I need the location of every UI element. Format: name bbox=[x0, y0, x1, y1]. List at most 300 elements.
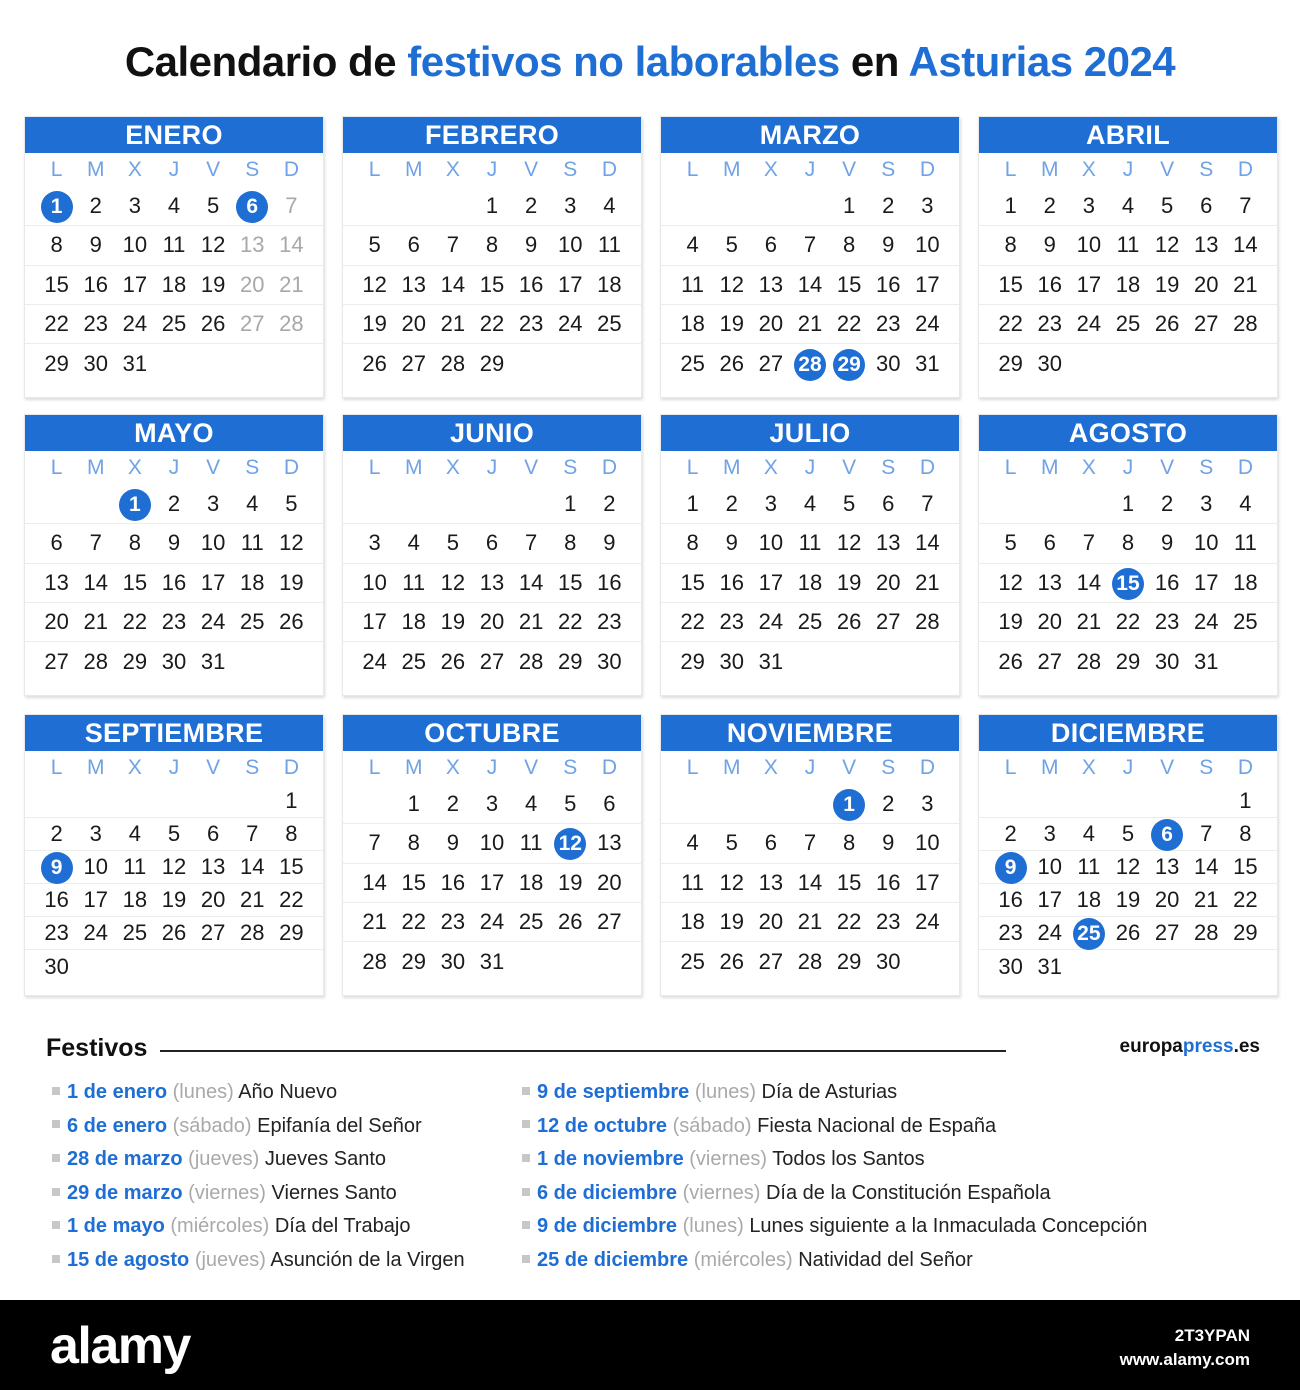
empty-day bbox=[512, 946, 551, 978]
weekday-label: D bbox=[919, 158, 935, 181]
holiday-date: 1 de mayo bbox=[67, 1215, 165, 1238]
day: 22 bbox=[680, 609, 705, 635]
day: 2 bbox=[1161, 491, 1174, 517]
day: 3 bbox=[764, 491, 777, 517]
weekday-label: M bbox=[1040, 456, 1059, 479]
bullet-icon bbox=[522, 1188, 530, 1196]
day: 1 bbox=[485, 193, 499, 219]
day: 5 bbox=[843, 491, 856, 517]
day: 5 bbox=[368, 232, 381, 258]
day: 10 bbox=[1076, 232, 1102, 258]
day: 15 bbox=[479, 271, 505, 297]
day: 24 bbox=[1076, 311, 1102, 337]
day: 15 bbox=[44, 271, 69, 297]
day: 29 bbox=[44, 350, 69, 376]
day: 28 bbox=[83, 648, 108, 674]
day: 14 bbox=[797, 869, 823, 895]
holiday-date: 15 de agosto bbox=[67, 1248, 190, 1271]
weekday-label: D bbox=[1237, 456, 1253, 479]
empty-day bbox=[1108, 348, 1147, 380]
day: 9 bbox=[1161, 530, 1174, 556]
empty-day bbox=[512, 348, 551, 380]
day: 7 bbox=[246, 821, 259, 846]
day: 27 bbox=[44, 648, 69, 674]
day: 7 bbox=[1200, 821, 1213, 846]
day: 31 bbox=[200, 648, 226, 674]
week-row bbox=[343, 785, 641, 824]
day: 24 bbox=[83, 920, 108, 945]
holiday-weekday: (viernes) bbox=[683, 1148, 773, 1171]
empty-day bbox=[590, 348, 629, 380]
day: 18 bbox=[680, 909, 705, 935]
day: 7 bbox=[525, 530, 538, 556]
day: 15 bbox=[836, 869, 862, 895]
day: 18 bbox=[518, 869, 544, 895]
day: 6 bbox=[50, 530, 63, 556]
empty-day bbox=[590, 946, 629, 978]
holiday-name: Epifanía del Señor bbox=[257, 1114, 422, 1137]
day: 23 bbox=[597, 609, 622, 635]
week-row bbox=[661, 524, 959, 563]
day: 9 bbox=[725, 530, 738, 556]
weekday-label: V bbox=[1160, 456, 1175, 479]
day: 26 bbox=[279, 609, 304, 635]
day: 11 bbox=[597, 232, 621, 258]
day: 19 bbox=[836, 569, 862, 595]
week-row bbox=[25, 818, 323, 851]
day: 27 bbox=[401, 350, 426, 376]
empty-day bbox=[1069, 785, 1108, 817]
week-row bbox=[661, 564, 959, 603]
empty-day bbox=[1108, 951, 1147, 983]
empty-day bbox=[433, 488, 472, 520]
week-row bbox=[25, 950, 323, 983]
day: 16 bbox=[1154, 569, 1180, 595]
week-row bbox=[343, 524, 641, 563]
empty-day bbox=[37, 488, 76, 520]
month-mayo bbox=[24, 414, 324, 696]
day: 26 bbox=[719, 948, 744, 974]
day: 29 bbox=[836, 948, 862, 974]
day: 9 bbox=[167, 530, 181, 556]
day: 4 bbox=[803, 491, 817, 517]
holiday-day: 6 bbox=[1148, 818, 1187, 850]
day: 22 bbox=[836, 909, 862, 935]
day: 23 bbox=[998, 920, 1023, 945]
day: 14 bbox=[279, 232, 304, 258]
day: 20 bbox=[200, 887, 226, 912]
week-row bbox=[661, 903, 959, 942]
image-code bbox=[1120, 1324, 1250, 1372]
empty-day bbox=[830, 646, 869, 678]
day: 11 bbox=[1077, 854, 1101, 879]
week-row bbox=[661, 226, 959, 265]
day: 21 bbox=[1233, 271, 1258, 297]
day: 7 bbox=[1239, 193, 1252, 219]
day: 20 bbox=[876, 569, 901, 595]
day: 9 bbox=[882, 830, 895, 856]
weekday-label: S bbox=[881, 756, 896, 779]
weekday-label: D bbox=[283, 158, 299, 181]
holiday-day: 9 bbox=[37, 851, 76, 883]
weekday-label: D bbox=[601, 158, 617, 181]
weekday-label: X bbox=[763, 158, 778, 181]
weekday-label: X bbox=[445, 456, 460, 479]
holiday-name: Año Nuevo bbox=[238, 1081, 338, 1103]
day: 17 bbox=[758, 569, 784, 595]
day: 11 bbox=[162, 232, 186, 258]
weekday-label: V bbox=[842, 456, 857, 479]
day: 24 bbox=[915, 909, 940, 935]
day: 26 bbox=[836, 609, 862, 635]
day: 18 bbox=[401, 609, 426, 635]
week-row bbox=[661, 187, 959, 226]
day: 27 bbox=[479, 648, 505, 674]
day: 11 bbox=[1116, 232, 1140, 258]
day: 12 bbox=[279, 530, 304, 556]
month-septiembre bbox=[24, 714, 324, 996]
day: 15 bbox=[998, 271, 1023, 297]
day: 27 bbox=[1154, 920, 1180, 945]
day: 26 bbox=[1115, 920, 1141, 945]
day: 12 bbox=[200, 232, 226, 258]
empty-day bbox=[233, 348, 272, 380]
day: 4 bbox=[167, 193, 181, 219]
day: 14 bbox=[83, 569, 108, 595]
weekday-label: S bbox=[563, 158, 578, 181]
holiday-date: 6 de enero bbox=[67, 1114, 168, 1137]
day: 27 bbox=[200, 920, 226, 945]
day: 31 bbox=[479, 948, 505, 974]
day: 31 bbox=[1194, 648, 1219, 674]
day: 3 bbox=[89, 821, 102, 846]
week-row bbox=[661, 785, 959, 824]
weekday-label: X bbox=[445, 158, 460, 181]
day: 3 bbox=[368, 530, 381, 556]
weekday-label: M bbox=[722, 456, 741, 479]
day: 4 bbox=[407, 530, 420, 556]
weekday-label: L bbox=[50, 456, 63, 479]
day: 7 bbox=[368, 830, 381, 856]
day: 7 bbox=[921, 491, 934, 517]
day: 25 bbox=[680, 350, 705, 376]
day: 14 bbox=[915, 530, 940, 556]
week-row bbox=[25, 485, 323, 524]
day: 10 bbox=[1194, 530, 1219, 556]
day: 7 bbox=[285, 193, 298, 219]
empty-day bbox=[355, 488, 394, 520]
weekday-header-row bbox=[661, 153, 959, 187]
week-row bbox=[25, 344, 323, 383]
day: 12 bbox=[719, 869, 744, 895]
day: 24 bbox=[915, 311, 940, 337]
weekday-label: L bbox=[368, 158, 381, 181]
day: 31 bbox=[758, 648, 784, 674]
day: 5 bbox=[1161, 193, 1174, 219]
weekday-label: J bbox=[1122, 158, 1134, 181]
week-row bbox=[343, 305, 641, 344]
day: 30 bbox=[998, 953, 1023, 979]
day: 26 bbox=[440, 648, 466, 674]
day: 4 bbox=[1082, 821, 1095, 846]
day: 27 bbox=[1037, 648, 1062, 674]
week-row bbox=[343, 603, 641, 642]
day: 16 bbox=[597, 569, 622, 595]
week-row bbox=[979, 950, 1277, 983]
weekday-header-row bbox=[661, 751, 959, 785]
day: 14 bbox=[1194, 854, 1219, 879]
weekday-label: X bbox=[127, 756, 142, 779]
day: 11 bbox=[123, 854, 147, 879]
empty-day bbox=[712, 190, 751, 222]
day: 24 bbox=[200, 609, 226, 635]
day: 23 bbox=[1154, 609, 1180, 635]
empty-day bbox=[272, 951, 311, 983]
day: 7 bbox=[803, 232, 817, 258]
day: 10 bbox=[362, 569, 387, 595]
weekday-label: D bbox=[601, 456, 617, 479]
month-name: SEPTIEMBRE bbox=[25, 715, 323, 751]
empty-day bbox=[394, 190, 433, 222]
day: 24 bbox=[558, 311, 583, 337]
day: 6 bbox=[485, 530, 499, 556]
holiday-date: 29 de marzo bbox=[67, 1181, 183, 1204]
week-row bbox=[343, 564, 641, 603]
holiday-day: 1 bbox=[37, 190, 76, 222]
day: 10 bbox=[558, 232, 583, 258]
week-row bbox=[343, 824, 641, 863]
brand-text: europa bbox=[1119, 1036, 1183, 1057]
day: 13 bbox=[1037, 569, 1062, 595]
day: 7 bbox=[803, 830, 817, 856]
week-row bbox=[343, 642, 641, 681]
day: 31 bbox=[915, 350, 940, 376]
day: 6 bbox=[1200, 193, 1213, 219]
month-agosto bbox=[978, 414, 1278, 696]
day: 8 bbox=[843, 830, 856, 856]
day: 17 bbox=[558, 271, 583, 297]
day: 21 bbox=[797, 311, 823, 337]
day: 19 bbox=[719, 311, 744, 337]
week-row bbox=[979, 818, 1277, 851]
empty-day bbox=[908, 646, 947, 678]
month-noviembre bbox=[660, 714, 960, 996]
week-row bbox=[979, 917, 1277, 950]
day: 2 bbox=[882, 791, 895, 817]
day: 23 bbox=[1037, 311, 1062, 337]
weekday-label: X bbox=[1081, 756, 1096, 779]
day: 2 bbox=[446, 791, 459, 817]
day: 6 bbox=[1043, 530, 1056, 556]
empty-day bbox=[551, 946, 590, 978]
day: 21 bbox=[240, 887, 265, 912]
day: 17 bbox=[1076, 271, 1102, 297]
holiday-name: Lunes siguiente a la Inmaculada Concepción bbox=[749, 1215, 1148, 1238]
day: 28 bbox=[362, 948, 387, 974]
empty-day bbox=[233, 951, 272, 983]
week-row bbox=[343, 344, 641, 383]
day: 17 bbox=[479, 869, 505, 895]
holiday-day: 29 bbox=[830, 348, 869, 380]
weekday-label: X bbox=[127, 158, 142, 181]
day: 28 bbox=[915, 609, 940, 635]
bullet-icon bbox=[52, 1120, 60, 1128]
week-row bbox=[25, 884, 323, 917]
day: 31 bbox=[1037, 953, 1062, 979]
day: 9 bbox=[446, 830, 459, 856]
day: 19 bbox=[200, 271, 226, 297]
brand-text-accent: press bbox=[1182, 1036, 1234, 1057]
day: 30 bbox=[876, 948, 901, 974]
day: 20 bbox=[240, 271, 265, 297]
empty-day bbox=[194, 951, 233, 983]
weekday-label: L bbox=[50, 158, 63, 181]
day: 8 bbox=[1239, 821, 1252, 846]
day: 21 bbox=[1076, 609, 1102, 635]
day: 9 bbox=[882, 232, 895, 258]
week-row bbox=[25, 564, 323, 603]
day: 20 bbox=[479, 609, 505, 635]
empty-day bbox=[355, 788, 394, 820]
day: 30 bbox=[44, 953, 69, 979]
legend-title: Festivos bbox=[46, 1034, 148, 1062]
day: 18 bbox=[161, 271, 187, 297]
weekday-label: X bbox=[445, 756, 460, 779]
site-url: www.alamy.com bbox=[1119, 1350, 1250, 1369]
empty-day bbox=[673, 788, 712, 820]
weekday-label: X bbox=[763, 756, 778, 779]
weekday-label: L bbox=[1004, 158, 1017, 181]
weekday-header-row bbox=[979, 751, 1277, 785]
day: 20 bbox=[1037, 609, 1062, 635]
holiday-name: Viernes Santo bbox=[271, 1181, 397, 1204]
day: 10 bbox=[479, 830, 505, 856]
holiday-entry bbox=[52, 1076, 465, 1110]
day: 18 bbox=[680, 311, 705, 337]
month-name: AGOSTO bbox=[979, 415, 1277, 451]
weekday-label: S bbox=[1199, 158, 1214, 181]
day: 27 bbox=[876, 609, 901, 635]
day: 3 bbox=[1082, 193, 1095, 219]
day: 14 bbox=[797, 271, 823, 297]
day: 16 bbox=[518, 271, 544, 297]
day: 27 bbox=[597, 909, 622, 935]
holiday-day: 25 bbox=[1069, 917, 1108, 949]
empty-day bbox=[433, 190, 472, 222]
day: 13 bbox=[1194, 232, 1219, 258]
holiday-entry bbox=[52, 1210, 465, 1244]
weekday-label: V bbox=[524, 456, 539, 479]
holiday-name: Día de Asturias bbox=[761, 1081, 898, 1103]
day: 2 bbox=[167, 491, 181, 517]
empty-day bbox=[37, 785, 76, 817]
day: 28 bbox=[1194, 920, 1219, 945]
month-marzo bbox=[660, 116, 960, 398]
empty-day bbox=[76, 785, 115, 817]
day: 20 bbox=[44, 609, 69, 635]
day: 22 bbox=[998, 311, 1023, 337]
day: 15 bbox=[1233, 854, 1258, 879]
weekday-label: S bbox=[245, 158, 260, 181]
day: 29 bbox=[479, 350, 505, 376]
weekday-label: S bbox=[881, 456, 896, 479]
day: 22 bbox=[1233, 887, 1258, 912]
week-row bbox=[979, 785, 1277, 818]
day: 29 bbox=[401, 948, 426, 974]
empty-day bbox=[115, 951, 154, 983]
holiday-day: 6 bbox=[233, 190, 272, 222]
day: 28 bbox=[797, 948, 823, 974]
day: 26 bbox=[998, 648, 1023, 674]
month-name: FEBRERO bbox=[343, 117, 641, 153]
weekday-label: J bbox=[804, 158, 816, 181]
day: 13 bbox=[597, 830, 622, 856]
empty-day bbox=[869, 646, 908, 678]
day: 22 bbox=[44, 311, 69, 337]
day: 2 bbox=[1043, 193, 1056, 219]
weekday-label: V bbox=[1160, 158, 1175, 181]
day: 26 bbox=[719, 350, 744, 376]
holiday-weekday: (sábado) bbox=[167, 1114, 258, 1137]
title-accent: Asturias 2024 bbox=[908, 38, 1176, 85]
day: 12 bbox=[1154, 232, 1180, 258]
weekday-label: J bbox=[168, 158, 180, 181]
weekday-label: L bbox=[368, 456, 381, 479]
day: 3 bbox=[1200, 491, 1213, 517]
empty-day bbox=[272, 646, 311, 678]
bullet-icon bbox=[52, 1188, 60, 1196]
day: 15 bbox=[836, 271, 862, 297]
day: 30 bbox=[876, 350, 901, 376]
weekday-label: M bbox=[1040, 158, 1059, 181]
weekday-label: L bbox=[686, 158, 699, 181]
weekday-label: S bbox=[245, 756, 260, 779]
day: 24 bbox=[362, 648, 387, 674]
day: 22 bbox=[401, 909, 426, 935]
empty-day bbox=[233, 785, 272, 817]
week-row bbox=[979, 305, 1277, 344]
day: 23 bbox=[719, 609, 744, 635]
holiday-day: 1 bbox=[830, 788, 869, 820]
month-name: JULIO bbox=[661, 415, 959, 451]
empty-day bbox=[712, 788, 751, 820]
day: 29 bbox=[279, 920, 304, 945]
page-title bbox=[0, 38, 1300, 86]
day: 15 bbox=[279, 854, 304, 879]
day: 28 bbox=[240, 920, 265, 945]
empty-day bbox=[1226, 951, 1265, 983]
day: 24 bbox=[479, 909, 505, 935]
day: 4 bbox=[603, 193, 616, 219]
day: 17 bbox=[200, 569, 226, 595]
weekday-label: D bbox=[283, 756, 299, 779]
empty-day bbox=[1030, 785, 1069, 817]
day: 1 bbox=[1004, 193, 1017, 219]
legend-divider bbox=[160, 1050, 1006, 1052]
holiday-entry bbox=[522, 1244, 1147, 1278]
empty-day bbox=[1069, 488, 1108, 520]
day: 6 bbox=[603, 791, 616, 817]
day: 19 bbox=[279, 569, 304, 595]
day: 14 bbox=[362, 869, 387, 895]
week-row bbox=[661, 942, 959, 981]
weekday-header-row bbox=[25, 451, 323, 485]
weekday-label: V bbox=[206, 158, 221, 181]
day: 3 bbox=[1043, 821, 1056, 846]
day: 20 bbox=[1154, 887, 1180, 912]
empty-day bbox=[1030, 488, 1069, 520]
day: 8 bbox=[407, 830, 420, 856]
